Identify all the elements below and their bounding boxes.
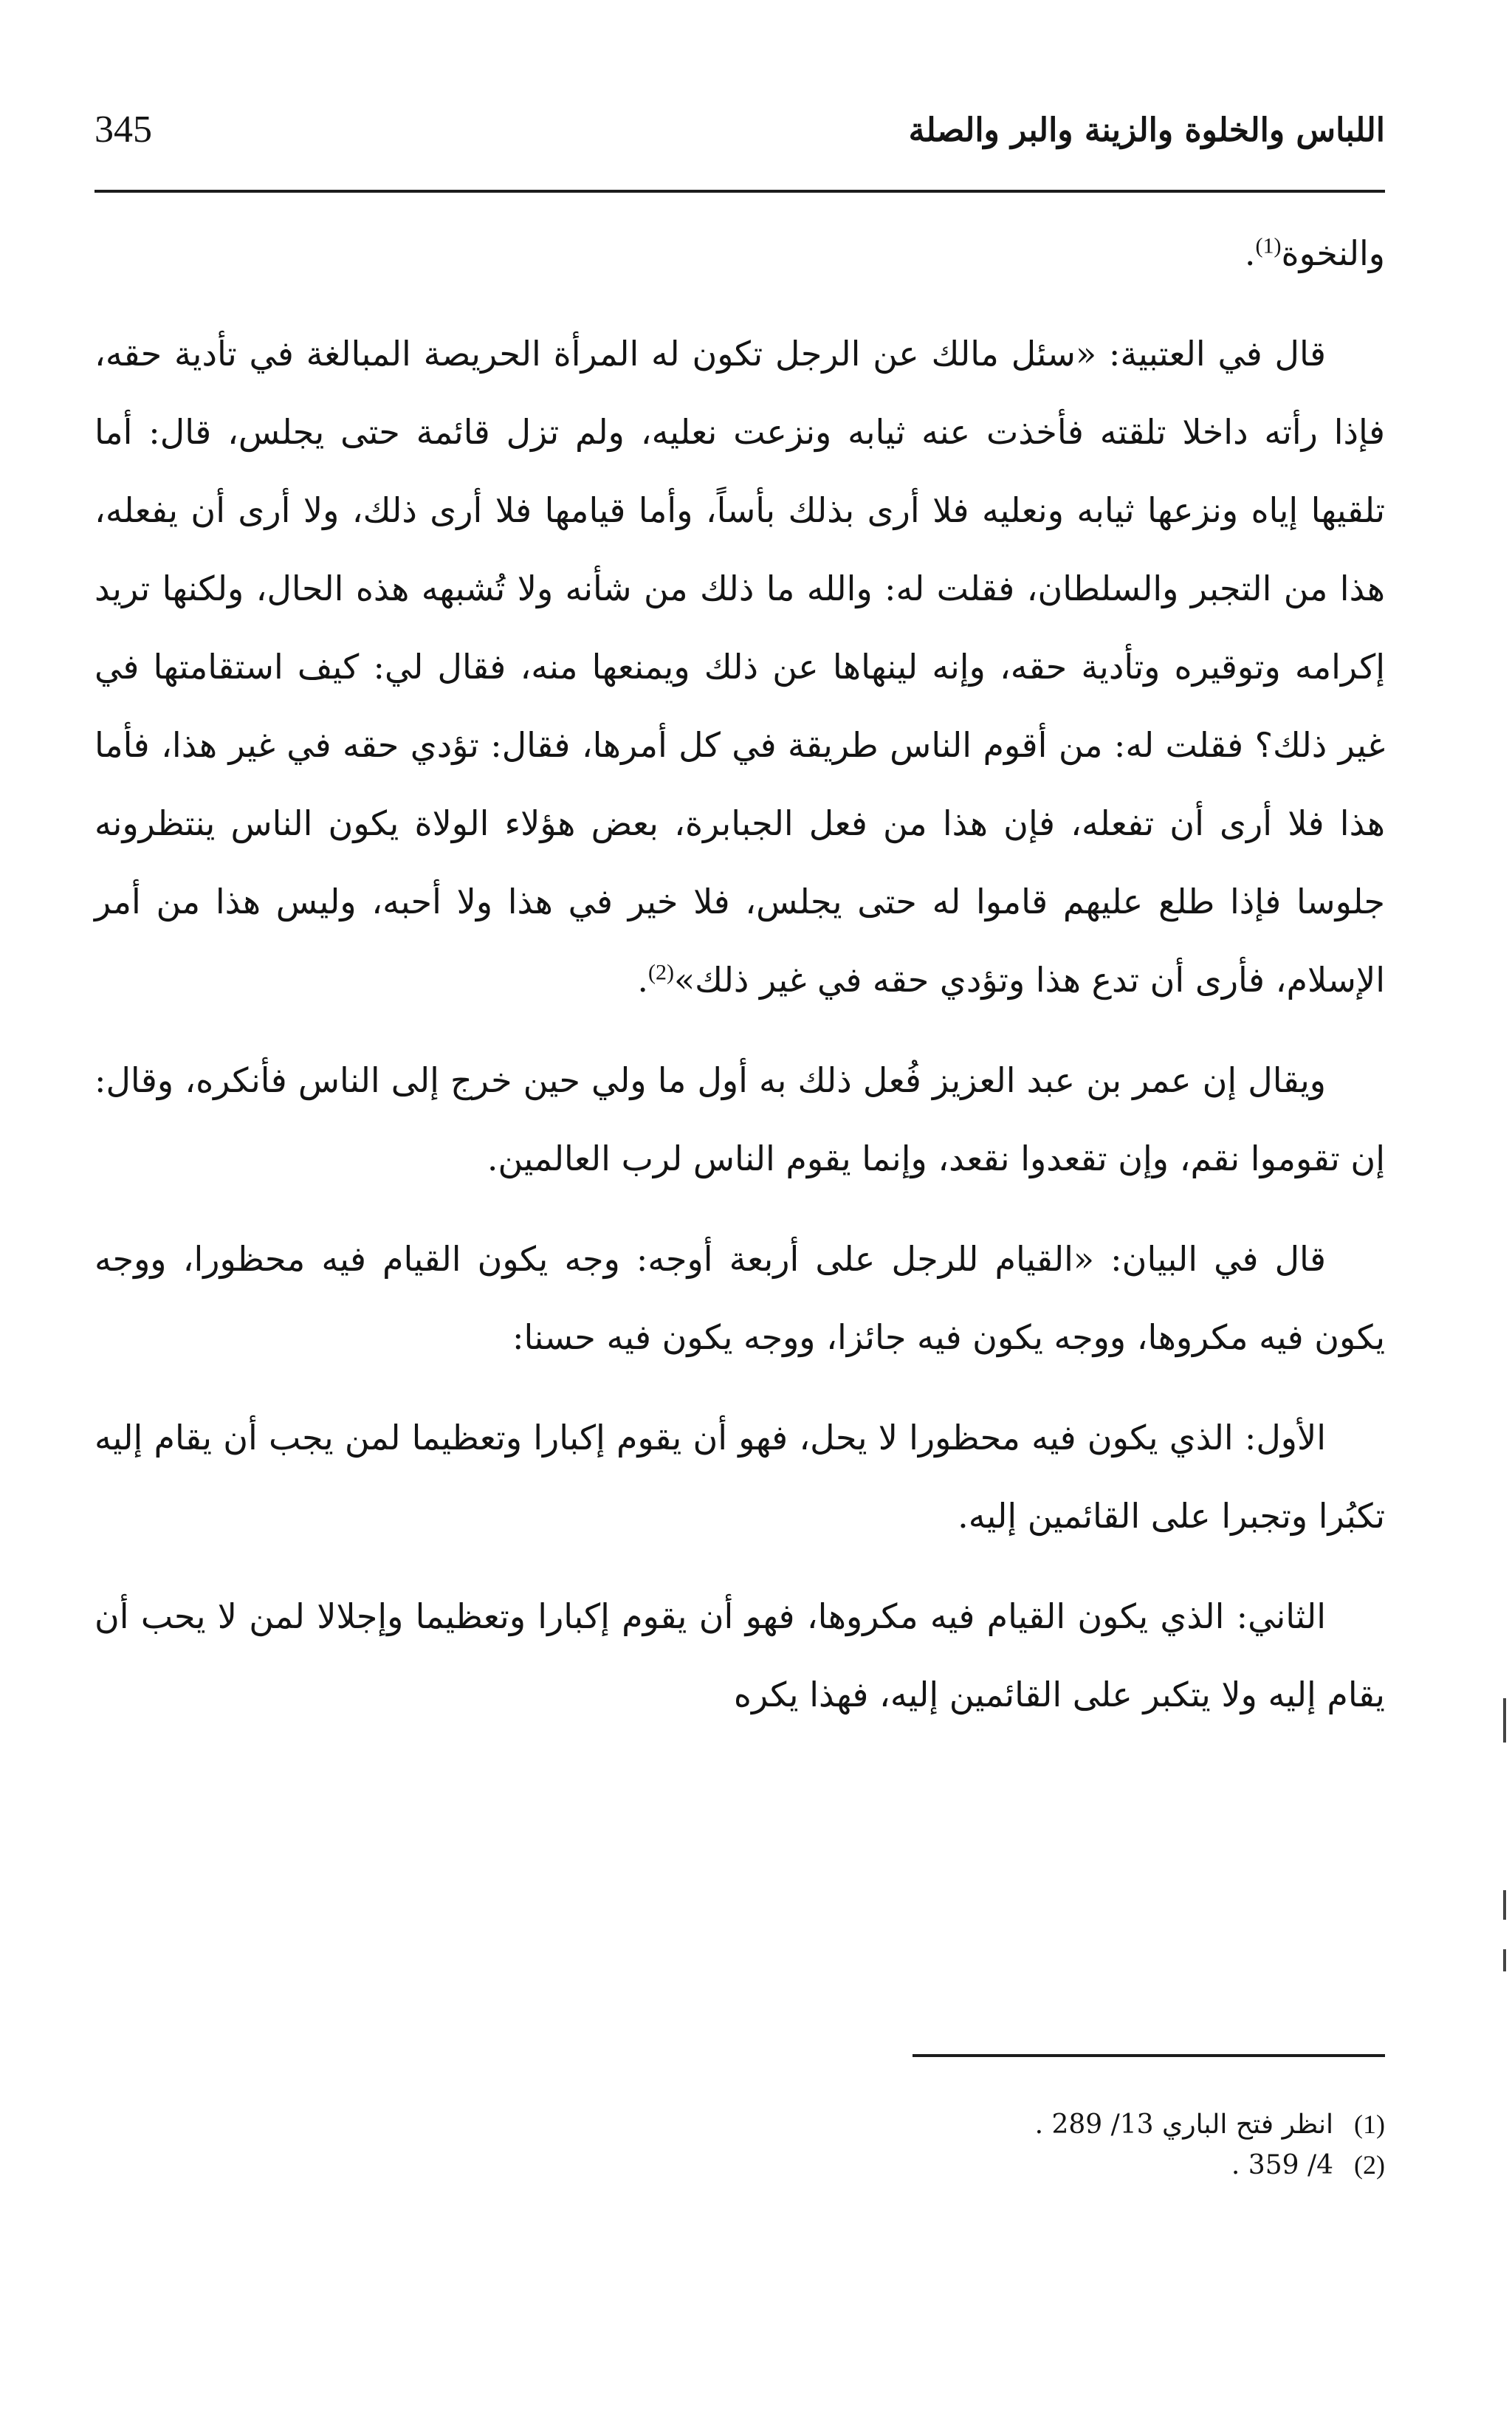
paragraph-5: الأول: الذي يكون فيه محظورا لا يحل، فهو أن يقوم إكبارا وتعظيما لمن يجب أن يقام إليه تكبُرا وتجبرا على القائمين إليه. (94, 1418, 1385, 1536)
footnote-1-text: انظر فتح الباري 13/ 289 . (1034, 2109, 1333, 2140)
footnote-1-number: (1) (1354, 2109, 1385, 2139)
paragraph-2-end: . (637, 960, 648, 1000)
paragraph-2 (94, 315, 1385, 1019)
running-title: اللباس والخلوة والزينة والبر والصلة (908, 111, 1385, 149)
footnotes (94, 2104, 1385, 2186)
scan-edge-mark (1503, 1890, 1506, 1920)
paragraph-1-end: . (1244, 233, 1256, 273)
paragraph-1 (94, 214, 1385, 292)
paragraph-1-text: والنخوة (1281, 233, 1385, 273)
body-text (94, 214, 1385, 1756)
paragraph-6: الثاني: الذي يكون القيام فيه مكروها، فهو أن يقوم إكبارا وتعظيما وإجلالا لمن لا يحب أن يقام إليه ولا يتكبر على القائمين إليه، فهذا يكره (94, 1596, 1385, 1714)
header-rule (94, 190, 1385, 193)
footnote-2 (94, 2145, 1385, 2186)
scan-edge-mark (1503, 1949, 1506, 1971)
scan-edge-mark (1503, 1698, 1506, 1743)
paragraph-2-text: قال في العتبية: «سئل مالك عن الرجل تكون له المرأة الحريصة المبالغة في تأدية حقه، فإذا رأته داخلا تلقته فأخذت عنه ثيابه ونزعت نعليه، ولم تزل قائمة حتى يجلس، قال: أما تلقيها إياه ونزعها ثيابه ونعليه فلا أرى بذلك بأساً، وأما قيامها فلا أرى ذلك، ولا أرى أن يفعله، هذا من التجبر والسلطان، فقلت له: والله ما ذلك من شأنه ولا تُشبهه هذه الحال، ولكنها تريد إكرامه وتوقيره وتأدية حقه، وإنه لينهاها عن ذلك ويمنعها منه، فقال لي: كيف استقامتها في غير ذلك؟ فقلت له: من أقوم الناس طريقة في كل أمرها، فقال: تؤدي حقه في غير هذا، فأما هذا فلا أرى أن تفعله، فإن هذا من فعل الجبابرة، بعض هؤلاء الولاة يكون الناس ينتظرونه جلوسا فإذا طلع عليهم قاموا له حتى يجلس، فلا خير في هذا ولا أحبه، وليس هذا من أمر الإسلام، فأرى أن تدع هذا وتؤدي حقه في غير ذلك» (94, 334, 1385, 1000)
footnote-rule (913, 2054, 1385, 2057)
paragraph-4: قال في البيان: «القيام للرجل على أربعة أوجه: وجه يكون القيام فيه محظورا، ووجه يكون فيه مكروها، ووجه يكون فيه جائزا، ووجه يكون فيه حسنا: (94, 1239, 1385, 1357)
page-number: 345 (94, 109, 152, 151)
footnote-2-number: (2) (1354, 2150, 1385, 2180)
footnote-ref-2: (2) (648, 960, 674, 985)
footnote-1 (94, 2104, 1385, 2145)
footnote-ref-1: (1) (1255, 233, 1282, 258)
paragraph-3: ويقال إن عمر بن عبد العزيز فُعل ذلك به أول ما ولي حين خرج إلى الناس فأنكره، وقال: إن تقوموا نقم، وإن تقعدوا نقعد، وإنما يقوم الناس لرب العالمين. (94, 1060, 1385, 1178)
footnote-2-text: 4/ 359 . (1231, 2150, 1333, 2180)
